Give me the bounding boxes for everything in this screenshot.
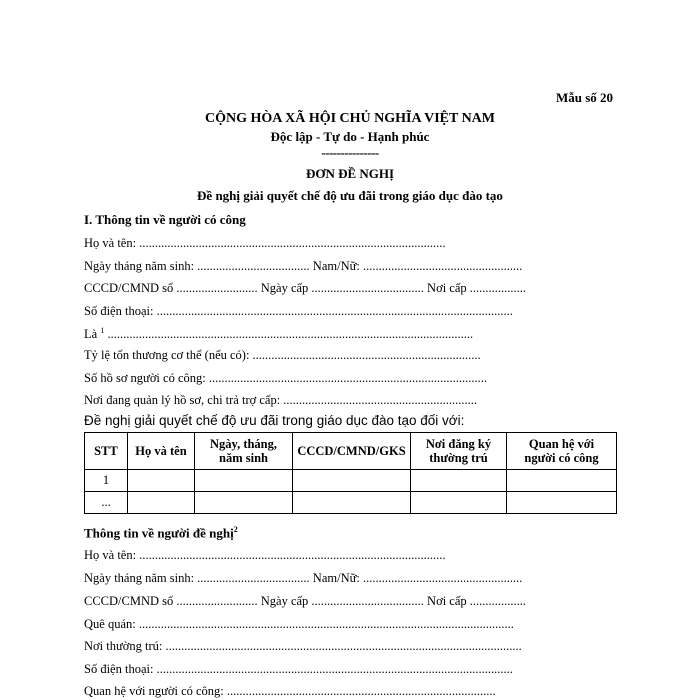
section-2-heading xyxy=(84,525,238,541)
table-cell xyxy=(128,470,195,492)
s2-hometown-field: Quê quán: ........................................................................................................................ xyxy=(84,617,514,631)
beneficiary-table xyxy=(84,432,617,514)
table-cell xyxy=(128,492,195,514)
col-id: CCCD/CMND/GKS xyxy=(293,433,411,470)
s1-full-name-field: Họ và tên: .................................................................................................. xyxy=(84,236,446,250)
col-residence: Nơi đăng ký thường trú xyxy=(411,433,507,470)
table-cell xyxy=(411,492,507,514)
s2-dob-gender-field: Ngày tháng năm sinh: .................................... Nam/Nữ: ................................................... xyxy=(84,571,523,585)
s2-full-name-field: Họ và tên: .................................................................................................. xyxy=(84,548,446,562)
request-statement: Đề nghị giải quyết chế độ ưu đãi trong giáo dục đào tạo đối với: xyxy=(84,413,465,428)
table-cell xyxy=(411,470,507,492)
form-number: Mẫu số 20 xyxy=(556,90,614,105)
footnote-1-marker: 1 xyxy=(100,326,105,335)
table-cell xyxy=(507,492,617,514)
national-title: CỘNG HÒA XÃ HỘI CHỦ NGHĨA VIỆT NAM xyxy=(204,111,495,126)
s2-relation-field: Quan hệ với người có công: ...................................................................................... xyxy=(84,684,496,698)
table-row xyxy=(85,492,617,514)
s1-id-field: CCCD/CMND số .......................... Ngày cấp .................................... Nơi cấp .................. xyxy=(84,281,527,295)
table-cell xyxy=(195,470,293,492)
col-dob: Ngày, tháng, năm sinh xyxy=(195,433,293,470)
s1-phone-field: Số điện thoại: .................................................................................................................. xyxy=(84,304,513,318)
document-title: ĐƠN ĐỀ NGHỊ xyxy=(305,166,395,181)
col-relation: Quan hệ với người có công xyxy=(507,433,617,470)
table-cell xyxy=(293,470,411,492)
section-1-heading: I. Thông tin về người có công xyxy=(84,212,246,227)
s2-id-field: CCCD/CMND số .......................... Ngày cấp .................................... Nơi cấp .................. xyxy=(84,594,527,608)
footnote-2-marker: 2 xyxy=(233,525,238,534)
s1-dob-gender-field: Ngày tháng năm sinh: .................................... Nam/Nữ: ................................................... xyxy=(84,259,523,273)
s1-record-number-field: Số hồ sơ người có công: ......................................................................................... xyxy=(84,371,487,385)
section-2-heading-text: Thông tin về người đề nghị xyxy=(84,525,234,541)
s1-injury-rate-field: Tỷ lệ tổn thương cơ thể (nếu có): ......................................................................... xyxy=(84,348,481,362)
s2-phone-field: Số điện thoại: .................................................................................................................. xyxy=(84,662,513,676)
s2-residence-field: Nơi thường trú: .................................................................................................................. xyxy=(84,639,522,653)
table-row xyxy=(85,470,617,492)
col-stt: STT xyxy=(85,433,128,470)
table-cell: ... xyxy=(85,492,128,514)
col-full-name: Họ và tên xyxy=(128,433,195,470)
table-cell xyxy=(293,492,411,514)
s1-category-dots: ..................................................................................................................... xyxy=(104,327,474,342)
s1-category-field xyxy=(84,326,473,342)
table-header-row xyxy=(85,433,617,470)
s1-managing-agency-field: Nơi đang quản lý hồ sơ, chi trả trợ cấp: .............................................................. xyxy=(84,393,478,407)
header-separator: --------------- xyxy=(321,145,379,160)
table-cell xyxy=(195,492,293,514)
national-motto: Độc lập - Tự do - Hạnh phúc xyxy=(270,129,430,144)
document-subtitle: Đề nghị giải quyết chế độ ưu đãi trong giáo dục đào tạo xyxy=(197,188,503,203)
table-cell xyxy=(507,470,617,492)
s1-category-label: Là xyxy=(84,327,101,342)
table-cell: 1 xyxy=(85,470,128,492)
